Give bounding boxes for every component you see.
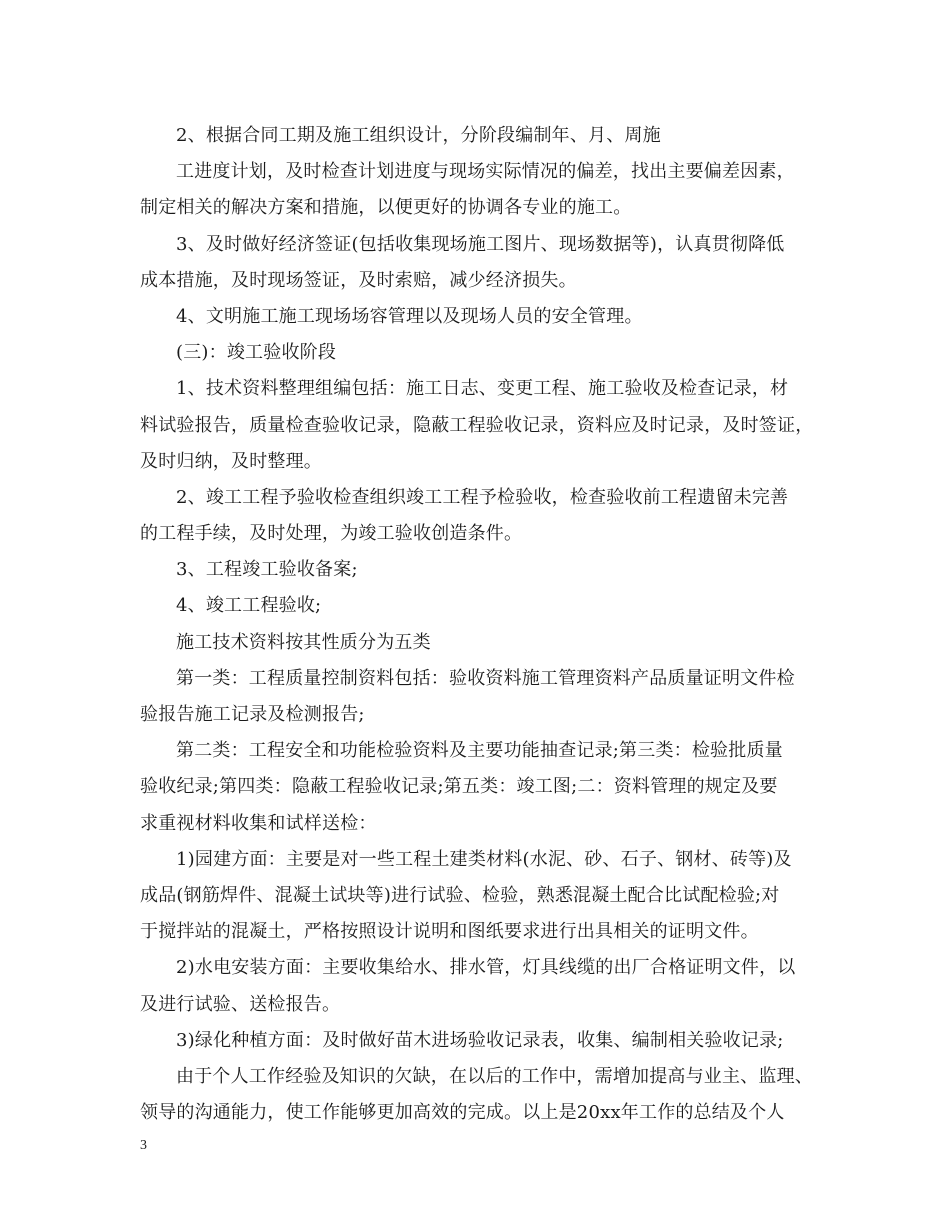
section-heading: (三)：竣工验收阶段 <box>176 342 337 364</box>
text-line: 第一类：工程质量控制资料包括：验收资料施工管理资料产品质量证明文件检 <box>176 667 795 689</box>
text-line: 制定相关的解决方案和措施，以便更好的协调各专业的施工。 <box>140 197 632 219</box>
text-line: 4、竣工工程验收; <box>176 595 322 617</box>
text-line: 施工技术资料按其性质分为五类 <box>176 631 431 653</box>
text-line: 验收纪录;第四类：隐蔽工程验收记录;第五类：竣工图;二：资料管理的规定及要 <box>140 776 778 798</box>
document-body <box>140 118 815 1131</box>
text-line: 1、技术资料整理组编包括：施工日志、变更工程、施工验收及检查记录，材 <box>176 378 789 400</box>
text-line: 领导的沟通能力，使工作能够更加高效的完成。以上是20xx年工作的总结及个人 <box>140 1102 785 1124</box>
text-line: 3、及时做好经济签证(包括收集现场施工图片、现场数据等)，认真贯彻降低 <box>176 233 785 255</box>
text-line: 成品(钢筋焊件、混凝土试块等)进行试验、检验，熟悉混凝土配合比试配检验;对 <box>140 884 780 906</box>
text-line: 第二类：工程安全和功能检验资料及主要功能抽查记录;第三类：检验批质量 <box>176 740 783 762</box>
text-line: 2、根据合同工期及施工组织设计，分阶段编制年、月、周施 <box>176 125 661 146</box>
text-line: 料试验报告，质量检查验收记录，隐蔽工程验收记录，资料应及时记录，及时签证， <box>140 414 814 436</box>
text-line: 于搅拌站的混凝土，严格按照设计说明和图纸要求进行出具相关的证明文件。 <box>140 921 759 943</box>
text-line: 3)绿化种植方面：及时做好苗木进场验收记录表，收集、编制相关验收记录; <box>176 1029 784 1051</box>
text-line: 1)园建方面：主要是对一些工程土建类材料(水泥、砂、石子、钢材、砖等)及 <box>176 848 792 870</box>
text-line: 的工程手续，及时处理，为竣工验收创造条件。 <box>140 523 523 545</box>
text-line: 求重视材料收集和试样送检： <box>140 812 377 834</box>
text-line: 及进行试验、送检报告。 <box>140 993 341 1015</box>
text-line: 及时归纳，及时整理。 <box>140 450 322 472</box>
text-line: 验报告施工记录及检测报告; <box>140 704 365 725</box>
text-line: 3、工程竣工验收备案; <box>176 559 358 581</box>
text-line: 2)水电安装方面：主要收集给水、排水管，灯具线缆的出厂合格证明文件，以 <box>176 957 796 979</box>
text-line: 4、文明施工施工现场场容管理以及现场人员的安全管理。 <box>176 305 643 327</box>
page-number: 3 <box>140 1138 147 1153</box>
text-line: 工进度计划，及时检查计划进度与现场实际情况的偏差，找出主要偏差因素， <box>176 161 795 183</box>
text-line: 由于个人工作经验及知识的欠缺，在以后的工作中，需增加提高与业主、监理、 <box>176 1065 813 1087</box>
text-line: 2、竣工工程予验收检查组织竣工工程予检验收，检查验收前工程遗留未完善 <box>176 486 789 508</box>
text-line: 成本措施，及时现场签证，及时索赔，减少经济损失。 <box>140 269 577 291</box>
